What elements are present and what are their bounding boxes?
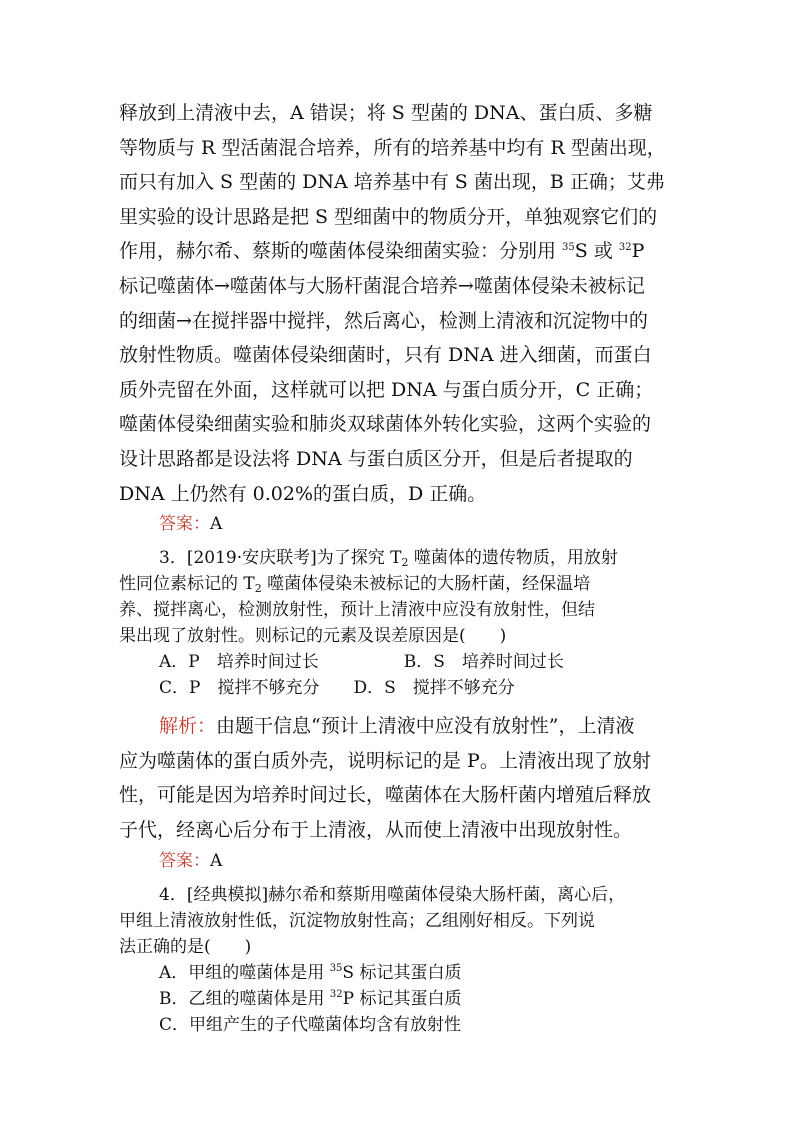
text-line bbox=[119, 571, 679, 597]
spacer bbox=[119, 537, 679, 545]
answer-value: A bbox=[210, 514, 223, 535]
text-line: 4．[经典模拟]赫尔希和蔡斯用噬菌体侵染大肠杆菌，离心后， bbox=[159, 884, 626, 905]
text-segment: 噬菌体的遗传物质，用放射 bbox=[408, 548, 618, 569]
answer-label: 答案： bbox=[159, 514, 210, 535]
options-row-2: C．P 搅拌不够充分 D．S 搅拌不够充分 bbox=[159, 678, 515, 699]
text-line: 里实验的设计思路是把 S 型细菌中的物质分开，单独观察它们的 bbox=[119, 205, 658, 228]
explanation-q3 bbox=[119, 709, 679, 847]
text-line: 而只有加入 S 型菌的 DNA 培养基中有 S 菌出现，B 正确；艾弗 bbox=[119, 171, 665, 194]
answer-q3 bbox=[119, 848, 679, 874]
text-segment: 噬菌体侵染未被标记的大肠杆菌，经保温培 bbox=[261, 574, 591, 595]
answer-q2 bbox=[119, 511, 679, 537]
text-line: DNA 上仍然有 0.02%的蛋白质，D 正确。 bbox=[119, 482, 487, 505]
text-line: 释放到上清液中去，A 错误；将 S 型菌的 DNA、蛋白质、多糖 bbox=[119, 102, 653, 124]
text-segment: 由题干信息“预计上清液中应没有放射性”，上清液 bbox=[216, 715, 635, 738]
isotope-mass: 35 bbox=[562, 242, 575, 254]
subscript: 2 bbox=[254, 582, 262, 596]
text-line: 标记噬菌体→噬菌体与大肠杆菌混合培养→噬菌体侵染未被标记 bbox=[119, 274, 645, 297]
isotope-mass: 32 bbox=[618, 242, 632, 254]
text-line: 设计思路都是设法将 DNA 与蛋白质区分开，但是后者提取的 bbox=[119, 447, 633, 470]
text-line: 质外壳留在外面，这样就可以把 DNA 与蛋白质分开，C 正确； bbox=[119, 378, 654, 401]
text-segment: S 或 bbox=[574, 240, 619, 263]
text-line: 养、搅拌离心，检测放射性，预计上清液中应没有放射性，但结 bbox=[119, 600, 595, 621]
option-a bbox=[119, 960, 679, 986]
text-line: 等物质与 R 型活菌混合培养，所有的培养基中均有 R 型菌出现， bbox=[119, 136, 666, 159]
options-row-1: A．P 培养时间过长 B．S 培养时间过长 bbox=[159, 652, 564, 673]
text-line bbox=[119, 234, 679, 269]
text-line bbox=[119, 709, 679, 744]
text-line: 法正确的是( ) bbox=[119, 936, 252, 957]
text-line: 性，可能是因为培养时间过长，噬菌体在大肠杆菌内增殖后释放 bbox=[119, 784, 652, 807]
text-segment: S 标记其蛋白质 bbox=[342, 962, 462, 983]
subscript: 2 bbox=[401, 556, 409, 570]
answer-label: 答案： bbox=[159, 850, 210, 871]
isotope-mass: 35 bbox=[329, 962, 343, 974]
option-b bbox=[119, 986, 679, 1012]
explanation-label: 解析： bbox=[159, 715, 217, 738]
question-4 bbox=[119, 882, 679, 960]
answer-value: A bbox=[210, 850, 223, 871]
text-segment: 3．[2019·安庆联考]为了探究 T bbox=[159, 548, 402, 569]
text-line: 放射性物质。噬菌体侵染细菌时，只有 DNA 进入细菌，而蛋白 bbox=[119, 344, 652, 367]
isotope-mass: 32 bbox=[329, 988, 343, 1000]
text-line: 子代，经离心后分布于上清液，从而使上清液中出现放射性。 bbox=[119, 818, 633, 841]
text-line: 应为噬菌体的蛋白质外壳，说明标记的是 P。上清液出现了放射 bbox=[119, 749, 651, 772]
text-line: 甲组上清液放射性低，沉淀物放射性高；乙组刚好相反。下列说 bbox=[119, 910, 595, 931]
option-c: C．甲组产生的子代噬菌体均含有放射性 bbox=[159, 1014, 462, 1035]
text-line: 的细菌→在搅拌器中搅拌，然后离心，检测上清液和沉淀物中的 bbox=[119, 309, 648, 332]
question-3 bbox=[119, 545, 679, 649]
text-segment: P bbox=[631, 240, 645, 263]
text-line bbox=[119, 545, 679, 571]
text-segment: P 标记其蛋白质 bbox=[342, 988, 462, 1009]
spacer bbox=[119, 874, 679, 882]
text-segment: 作用，赫尔希、蔡斯的噬菌体侵染细菌实验：分别用 bbox=[119, 240, 563, 263]
page-content bbox=[119, 96, 679, 1038]
text-segment: 性同位素标记的 T bbox=[119, 574, 255, 595]
explanation-q2 bbox=[119, 96, 679, 511]
text-segment: B．乙组的噬菌体是用 bbox=[159, 988, 330, 1009]
text-line: 噬菌体侵染细菌实验和肺炎双球菌体外转化实验，这两个实验的 bbox=[119, 413, 652, 436]
spacer bbox=[119, 701, 679, 709]
text-line: 果出现了放射性。则标记的元素及误差原因是( ) bbox=[119, 626, 507, 647]
text-segment: A．甲组的噬菌体是用 bbox=[159, 962, 330, 983]
